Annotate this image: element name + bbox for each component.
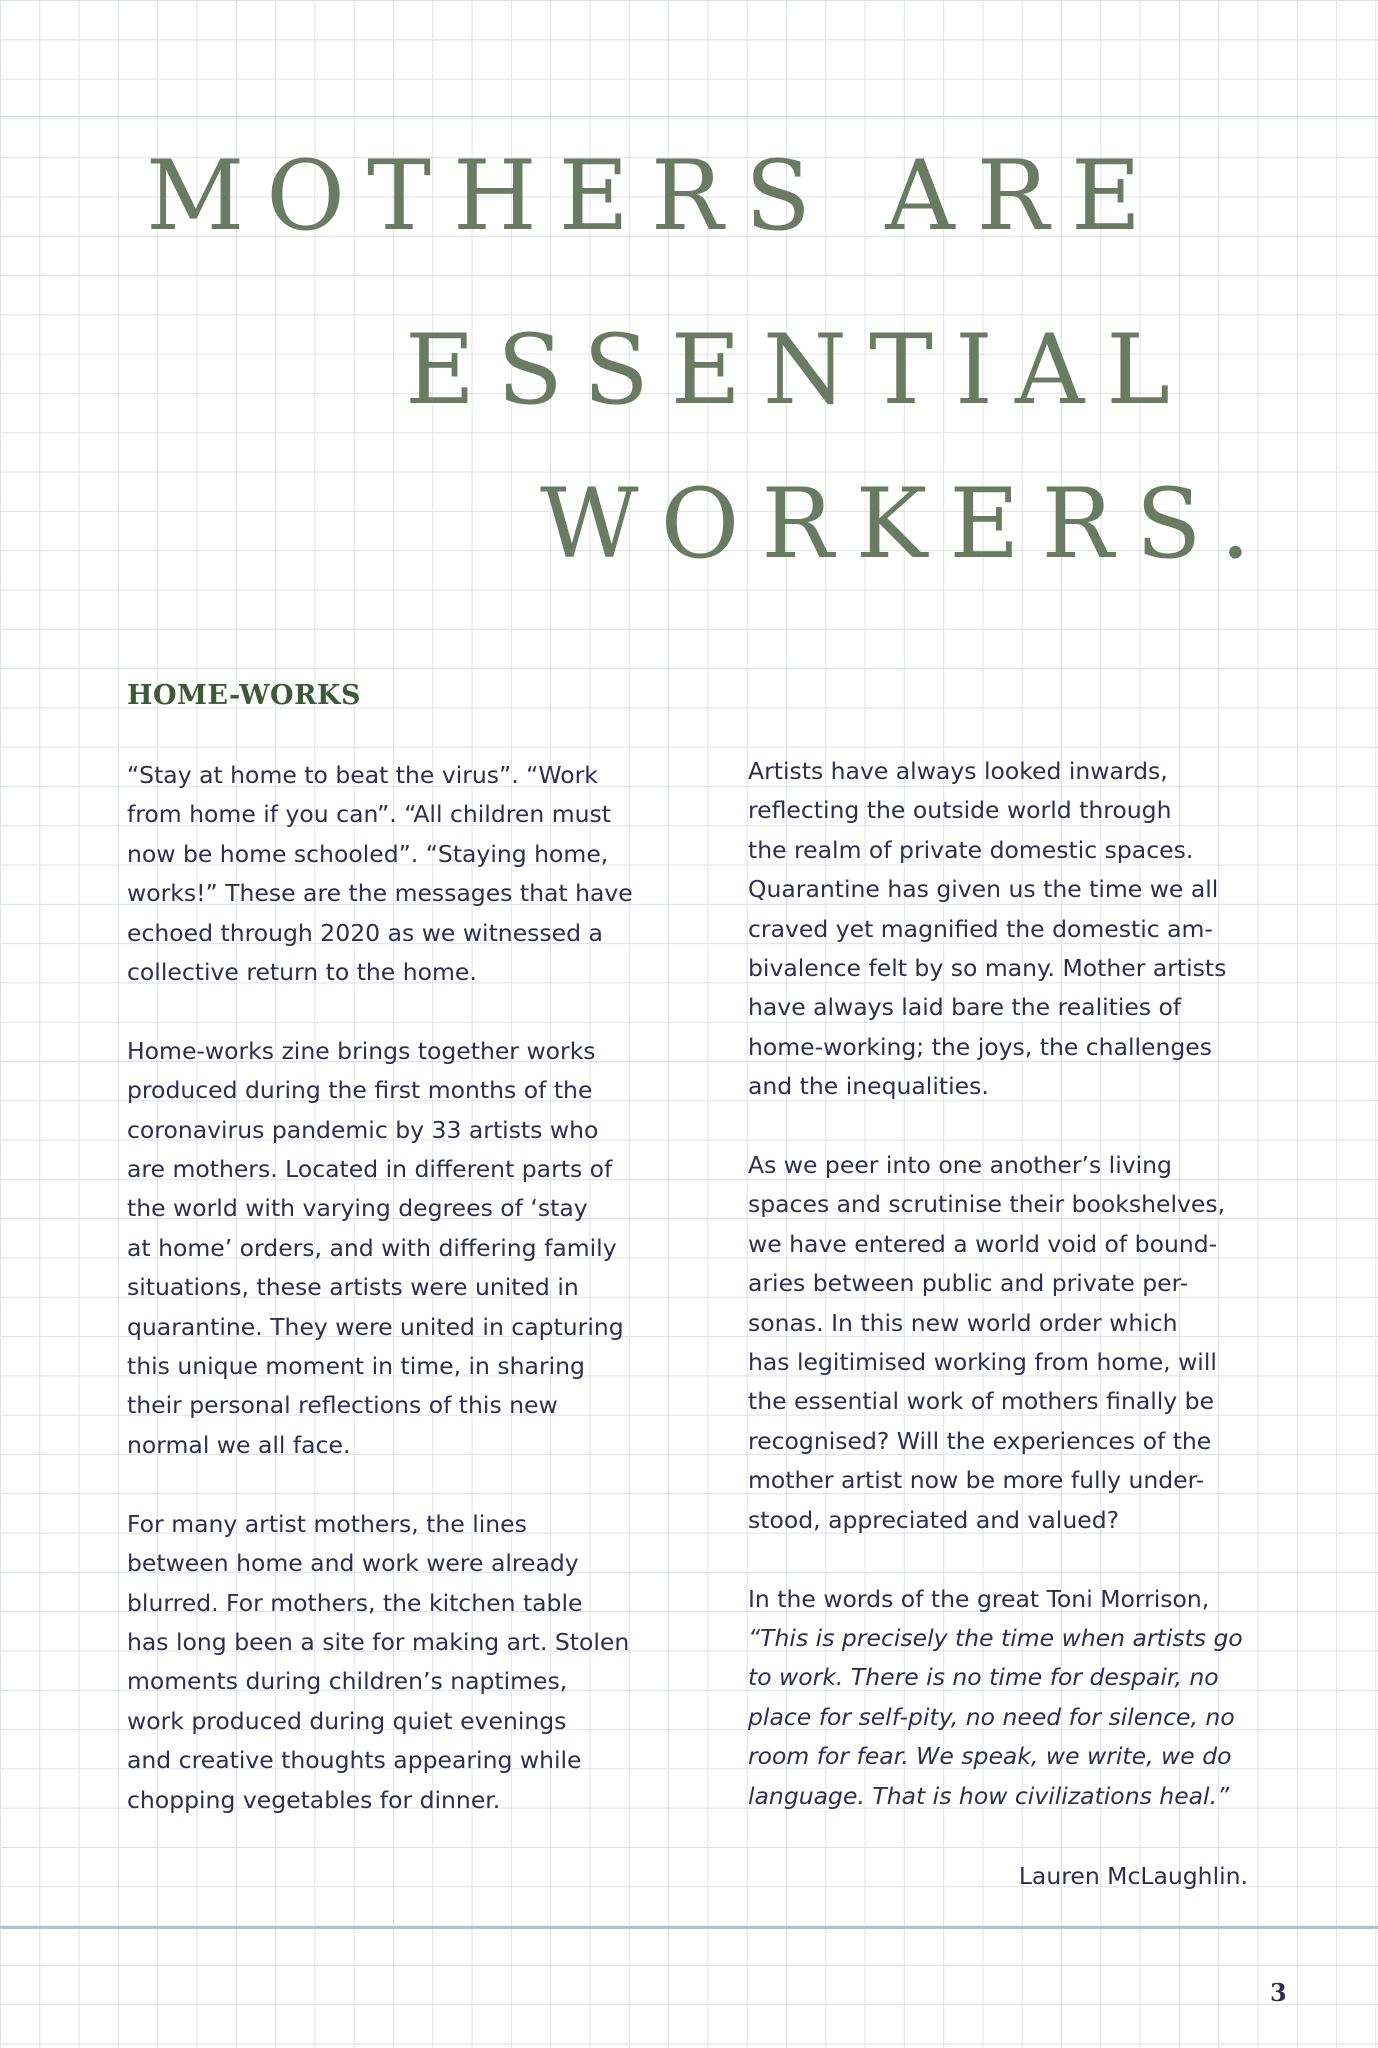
right-column [748,752,1278,1855]
quote-line: language. That is how civilizations heal.” [748,1781,1230,1810]
text-line: Artists have always looked inwards, [748,757,1168,785]
text-line: the realm of private domestic spaces. [748,835,1194,864]
text-line: craved yet magnified the domestic am- [748,914,1213,943]
title-line-2: ESSENTIAL [405,314,1193,426]
title-line-3: WORKERS. [540,468,1273,580]
paragraph [127,1505,647,1820]
text-line: situations, these artists were united in [127,1273,579,1302]
text-line: and creative thoughts appearing while [127,1746,582,1775]
quote-line: “This is precisely the time when artists go [748,1623,1243,1652]
text-line: “Stay at home to beat the virus”. “Work [127,761,598,789]
page-number: 3 [1270,1978,1287,2007]
text-line: we have entered a world void of bound- [748,1229,1218,1258]
text-line: normal we all face. [127,1430,351,1459]
text-line: spaces and scrutinise their bookshelves, [748,1190,1226,1219]
text-line: Home-works zine brings together works [127,1036,596,1065]
text-line: this unique moment in time, in sharing [127,1352,585,1381]
quote-line: room for fear. We speak, we write, we do [748,1742,1232,1771]
top-rule [0,116,1378,117]
paragraph [748,1146,1278,1540]
paragraph [748,1580,1278,1816]
paragraph [127,756,647,992]
text-line: has legitimised working from home, will [748,1348,1217,1377]
text-line: As we peer into one another’s living [748,1151,1172,1180]
author-signature: Lauren McLaughlin. [1018,1862,1248,1890]
text-line: works!” These are the messages that have [127,879,633,908]
text-line: and the inequalities. [748,1072,989,1101]
text-line: mother artist now be more fully under- [748,1466,1205,1495]
text-line: work produced during quiet evenings [127,1706,567,1735]
text-line: home-working; the joys, the challenges [748,1032,1213,1061]
text-line: from home if you can”. “All children must [127,800,611,829]
left-column [127,756,647,1859]
text-line: produced during the first months of the [127,1076,593,1105]
text-line: at home’ orders, and with differing family [127,1233,617,1262]
paragraph [127,1032,647,1465]
quote-line: place for self-pity, no need for silence, no [748,1702,1235,1731]
quote-line: to work. There is no time for despair, no [748,1663,1219,1692]
section-heading: HOME-WORKS [127,680,361,711]
text-line: between home and work were already [127,1549,579,1578]
text-line: In the words of the great Toni Morrison, [748,1584,1210,1613]
text-line: recognised? Will the experiences of the [748,1426,1212,1455]
text-line: bivalence felt by so many. Mother artists [748,954,1227,983]
text-line: has long been a site for making art. Stolen [127,1627,630,1656]
text-line: stood, appreciated and valued? [748,1505,1120,1534]
text-line: moments during children’s naptimes, [127,1667,568,1696]
text-line: collective return to the home. [127,958,477,987]
paragraph [748,752,1278,1107]
text-line: their personal reflections of this new [127,1391,558,1420]
text-line: are mothers. Located in different parts of [127,1155,613,1184]
text-line: For many artist mothers, the lines [127,1509,527,1538]
text-line: reflecting the outside world through [748,796,1172,825]
text-line: Quarantine has given us the time we all [748,875,1219,904]
text-line: the world with varying degrees of ‘stay [127,1194,588,1223]
bottom-rule [0,1926,1378,1929]
text-line: have always laid bare the realities of [748,993,1182,1022]
text-line: blurred. For mothers, the kitchen table [127,1588,583,1617]
text-line: sonas. In this new world order which [748,1308,1178,1337]
title-line-1: MOTHERS ARE [146,140,1164,252]
text-line: echoed through 2020 as we witnessed a [127,918,603,947]
text-line: coronavirus pandemic by 33 artists who [127,1115,599,1144]
text-line: now be home schooled”. “Staying home, [127,839,609,868]
text-line: chopping vegetables for dinner. [127,1785,501,1814]
text-line: quarantine. They were united in capturing [127,1312,624,1341]
text-line: the essential work of mothers finally be [748,1387,1215,1416]
text-line: aries between public and private per- [748,1269,1189,1298]
